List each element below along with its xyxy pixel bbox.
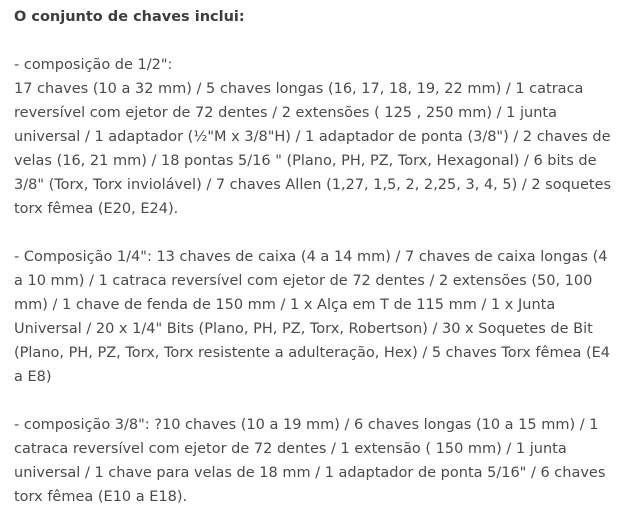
section-three-eighths-inch-body: - composição 3/8": ?10 chaves (10 a 19 mm) / 6 chaves longas (10 a 15 mm) / 1 catraca reversível com ejetor de 72 dentes / 1 extensão ( 150 mm) / 1 junta universal / 1 chave para velas de 18 mm / 1 adaptador de ponta 5/16" / 6 chaves torx fêmea (E10 a E18). [14,417,606,505]
section-three-eighths-inch [14,413,617,509]
kit-contents-heading: O conjunto de chaves inclui: [14,9,245,25]
section-half-inch-title: - composição de 1/2": [14,57,173,73]
section-half-inch [14,53,617,221]
section-quarter-inch [14,245,617,389]
section-quarter-inch-body: - Composição 1/4": 13 chaves de caixa (4 a 14 mm) / 7 chaves de caixa longas (4 a 10 mm) / 1 catraca reversível com ejetor de 72 dentes / 2 extensões (50, 100 mm) / 1 chave de fenda de 150 mm / 1 x Alça em T de 115 mm / 1 x Junta Universal / 20 x 1/4" Bits (Plano, PH, PZ, Torx, Robertson) / 30 x Soquetes de Bit (Plano, PH, PZ, Torx, Torx resistente a adulteração, Hex) / 5 chaves Torx fêmea (E4 a E8) [14,249,611,385]
section-half-inch-body: 17 chaves (10 a 32 mm) / 5 chaves longas (16, 17, 18, 19, 22 mm) / 1 catraca reversível com ejetor de 72 dentes / 2 extensões ( 125 , 250 mm) / 1 junta universal / 1 adaptador (½"M x 3/8"H) / 1 adaptador de ponta (3/8") / 2 chaves de velas (16, 21 mm) / 18 pontas 5/16 " (Plano, PH, PZ, Torx, Hexagonal) / 6 bits de 3/8" (Torx, Torx inviolável) / 7 chaves Allen (1,27, 1,5, 2, 2,25, 3, 4, 5) / 2 soquetes torx fêmea (E20, E24). [14,81,612,217]
